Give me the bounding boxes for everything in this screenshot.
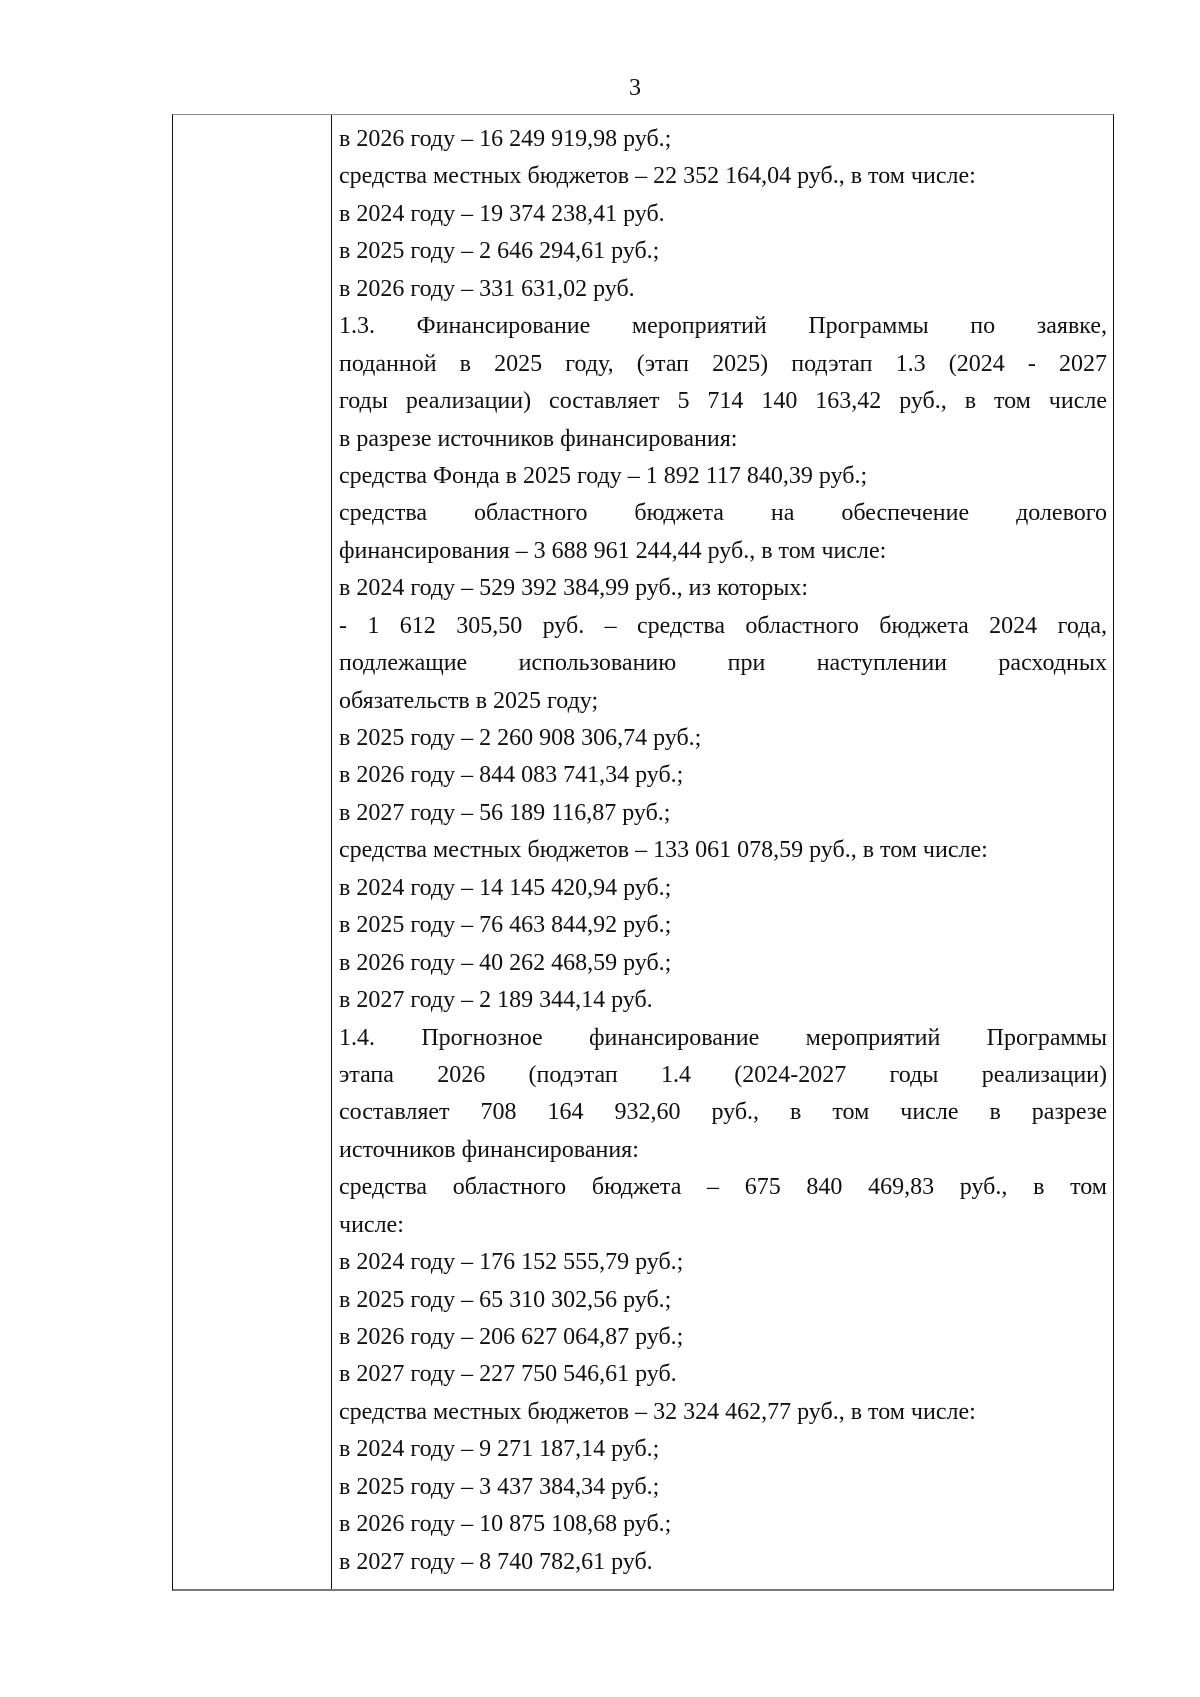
text-line: в 2025 году – 2 646 294,61 руб.; (339, 238, 660, 265)
text-line: в 2027 году – 2 189 344,14 руб. (339, 987, 653, 1014)
text-line: в 2025 году – 65 310 302,56 руб.; (339, 1286, 672, 1313)
text-line: в 2027 году – 227 750 546,61 руб. (339, 1361, 677, 1388)
text-line: в 2025 году – 2 260 908 306,74 руб.; (339, 725, 702, 751)
text-line: в 2024 году – 14 145 420,94 руб.; (339, 874, 672, 901)
text-line: - 1 612 305,50 руб. – средства областного бюджета 2024 года, (339, 612, 1107, 639)
text-line: в 2026 году – 206 627 064,87 руб.; (339, 1324, 684, 1350)
text-line: числе: (339, 1211, 404, 1238)
text-line: поданной в 2025 году, (этап 2025) подэтап 1.3 (2024 - 2027 (339, 350, 1107, 377)
text-line: в 2026 году – 844 083 741,34 руб.; (339, 762, 684, 789)
text-line: этапа 2026 (подэтап 1.4 (2024-2027 годы реализации) (339, 1061, 1107, 1088)
text-line: средства местных бюджетов – 32 324 462,77 руб., в том числе: (339, 1398, 976, 1425)
text-line: средства областного бюджета на обеспечение долевого (339, 500, 1107, 527)
text-line: обязательств в 2025 году; (339, 687, 599, 714)
text-line: в разрезе источников финансирования: (339, 425, 738, 452)
text-line: в 2024 году – 176 152 555,79 руб.; (339, 1249, 684, 1276)
text-line: в 2026 году – 40 262 468,59 руб.; (339, 949, 672, 976)
text-line: в 2024 году – 529 392 384,99 руб., из которых: (339, 575, 809, 602)
financing-table (172, 114, 1114, 1591)
page-number: 3 (629, 75, 641, 101)
text-line: средства областного бюджета – 675 840 469,83 руб., в том (339, 1174, 1107, 1201)
text-line: в 2025 году – 76 463 844,92 руб.; (339, 912, 672, 939)
text-line: средства местных бюджетов – 22 352 164,04 руб., в том числе: (339, 163, 976, 190)
text-line: годы реализации) составляет 5 714 140 163,42 руб., в том числе (339, 388, 1107, 415)
text-line: в 2025 году – 3 437 384,34 руб.; (339, 1473, 660, 1500)
text-line: подлежащие использованию при наступлении расходных (339, 650, 1107, 677)
text-line: в 2024 году – 9 271 187,14 руб.; (339, 1436, 660, 1463)
text-line: в 2027 году – 56 189 116,87 руб.; (339, 799, 671, 826)
text-line: составляет 708 164 932,60 руб., в том числе в разрезе (339, 1099, 1107, 1126)
text-line: финансирования – 3 688 961 244,44 руб., в том числе: (339, 537, 887, 564)
text-line: в 2026 году – 16 249 919,98 руб.; (339, 126, 672, 152)
text-line: в 2024 году – 19 374 238,41 руб. (339, 200, 665, 227)
table-right-cell (339, 121, 1107, 1581)
table-left-cell (173, 115, 332, 1589)
text-line: 1.4. Прогнозное финансирование мероприятий Программы (339, 1024, 1107, 1051)
text-line: 1.3. Финансирование мероприятий Программы по заявке, (339, 313, 1107, 340)
text-line: в 2026 году – 10 875 108,68 руб.; (339, 1511, 672, 1538)
text-line: средства местных бюджетов – 133 061 078,59 руб., в том числе: (339, 837, 988, 864)
text-line: в 2027 году – 8 740 782,61 руб. (339, 1548, 653, 1575)
text-line: в 2026 году – 331 631,02 руб. (339, 275, 635, 302)
text-line: средства Фонда в 2025 году – 1 892 117 840,39 руб.; (339, 462, 868, 489)
text-line: источников финансирования: (339, 1136, 639, 1163)
